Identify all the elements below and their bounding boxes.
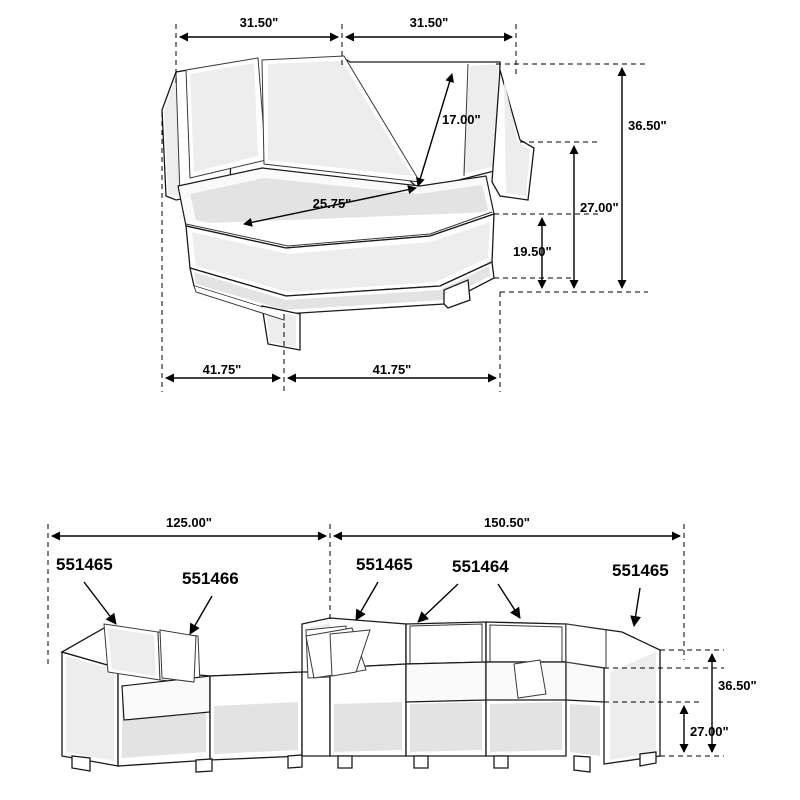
dim-bottom-arm-height: 27.00" xyxy=(690,724,729,739)
dim-back-cushion: 17.00" xyxy=(442,112,481,127)
dim-bottom-left-width: 41.75" xyxy=(202,362,242,377)
dim-bottom-overall-height: 36.50" xyxy=(718,678,757,693)
dim-overall-height: 36.50" xyxy=(628,118,667,133)
dim-right-section-width: 150.50" xyxy=(484,515,530,530)
sku-callout-4: 551464 xyxy=(452,557,509,576)
sku-callout-2: 551466 xyxy=(182,569,239,588)
sku-callout-1: 551465 xyxy=(56,555,113,574)
dim-seat-depth: 25.75" xyxy=(312,196,352,211)
bottom-view-sectional xyxy=(48,515,757,772)
dim-top-left-width: 31.50" xyxy=(239,15,279,30)
dim-left-section-width: 125.00" xyxy=(166,515,212,530)
top-view-corner-chair xyxy=(162,15,667,392)
dim-bottom-right-width: 41.75" xyxy=(372,362,412,377)
dim-top-right-width: 31.50" xyxy=(409,15,449,30)
sku-callout-3: 551465 xyxy=(356,555,413,574)
dim-arm-height: 27.00" xyxy=(580,200,619,215)
sku-callout-5: 551465 xyxy=(612,561,669,580)
dim-seat-height: 19.50" xyxy=(513,244,552,259)
